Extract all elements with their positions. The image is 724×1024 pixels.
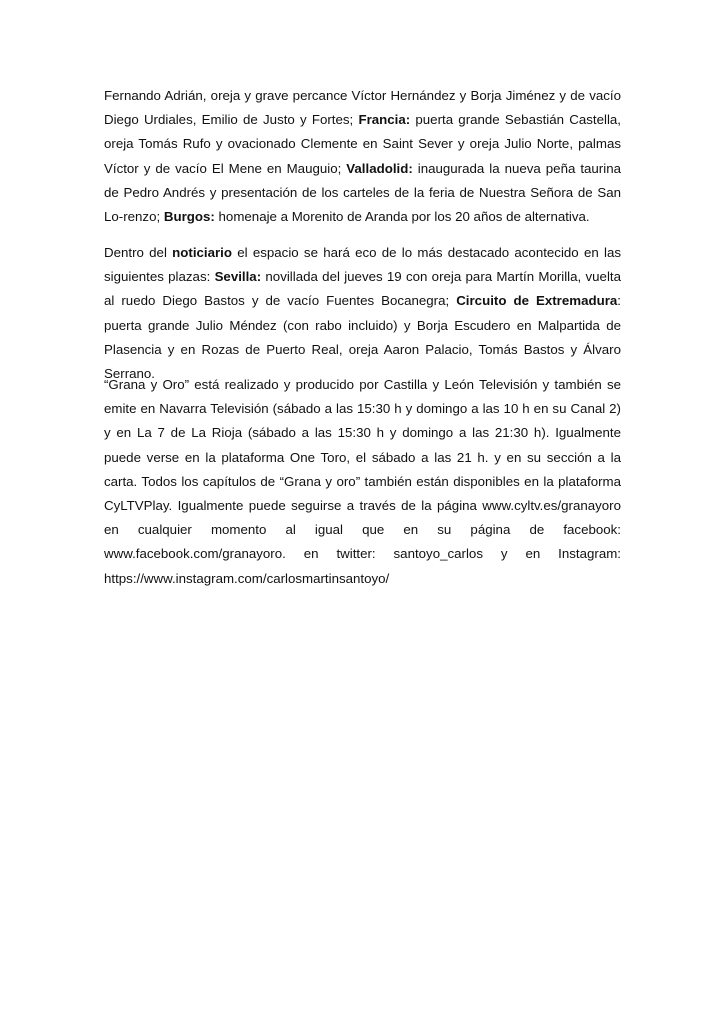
paragraph-broadcast-info: [104, 373, 621, 591]
section-label-noticiario: noticiario: [172, 245, 232, 260]
text-run: Fernando Adrián, oreja y grave percance Víctor Hernández y Borja Jiménez y de vacío Diego Urdiales, Emilio de Justo y Fortes;: [104, 88, 621, 128]
text-run: puerta grande Sebastián Castella, oreja Tomás Rufo y ovacionado Clemente en Saint Sever y oreja Julio Norte, palmas Víctor y de vacío El Mene en Mauguio;: [104, 112, 621, 176]
text-run: : puerta grande Julio Méndez (con rabo incluido) y Borja Escudero en Malpartida de Plasencia y en Rozas de Puerto Real, oreja Aaron Palacio, Tomás Bastos y Álvaro Serrano.: [104, 293, 621, 382]
place-label-extremadura: Circuito de Extremadura: [456, 293, 618, 309]
text-run: “Grana y Oro” está realizado y producido por Castilla y León Televisión y también se emite en Navarra Televisión (sábado a las 15:30 h y domingo a las 10 h en su Canal 2) y en La 7 de La Rioja (sábado a las 15:30 h y domingo a las 21:30 h). Igualmente puede verse en la plataforma One Toro, el sábado a las 21 h. y en su sección a la carta. Todos los capítulos de “Grana y oro” también están disponibles en la plataforma CyLTVPlay. Igualmente puede seguirse a través de la página www.cyltv.es/granayoro en cualquier momento al igual que en su página de facebook: www.facebook.com/granayoro. en twitter: santoyo_carlos y en Instagram: https://www.instagram.com/carlosmartinsantoyo/: [104, 377, 621, 586]
paragraph-corridas-results: [104, 84, 621, 229]
paragraph-noticiario: [104, 241, 621, 386]
place-label-francia: Francia:: [358, 112, 411, 128]
place-label-valladolid: Valladolid:: [346, 160, 413, 176]
text-run: homenaje a Morenito de Aranda por los 20 años de alternativa.: [214, 209, 590, 225]
text-run: Dentro del: [104, 245, 173, 260]
text-run: novillada del jueves 19 con oreja para Martín Morilla, vuelta al ruedo Diego Bastos y de vacío Fuentes Bocanegra;: [104, 269, 621, 309]
text-run: el espacio se hará eco de lo más destacado acontecido en las siguientes plazas:: [104, 245, 621, 285]
place-label-burgos: Burgos:: [163, 209, 215, 225]
place-label-sevilla: Sevilla:: [214, 269, 262, 285]
text-run: inaugurada la nueva peña taurina de Pedro Andrés y presentación de los carteles de la feria de Nuestra Señora de San Lo-renzo;: [104, 160, 621, 225]
